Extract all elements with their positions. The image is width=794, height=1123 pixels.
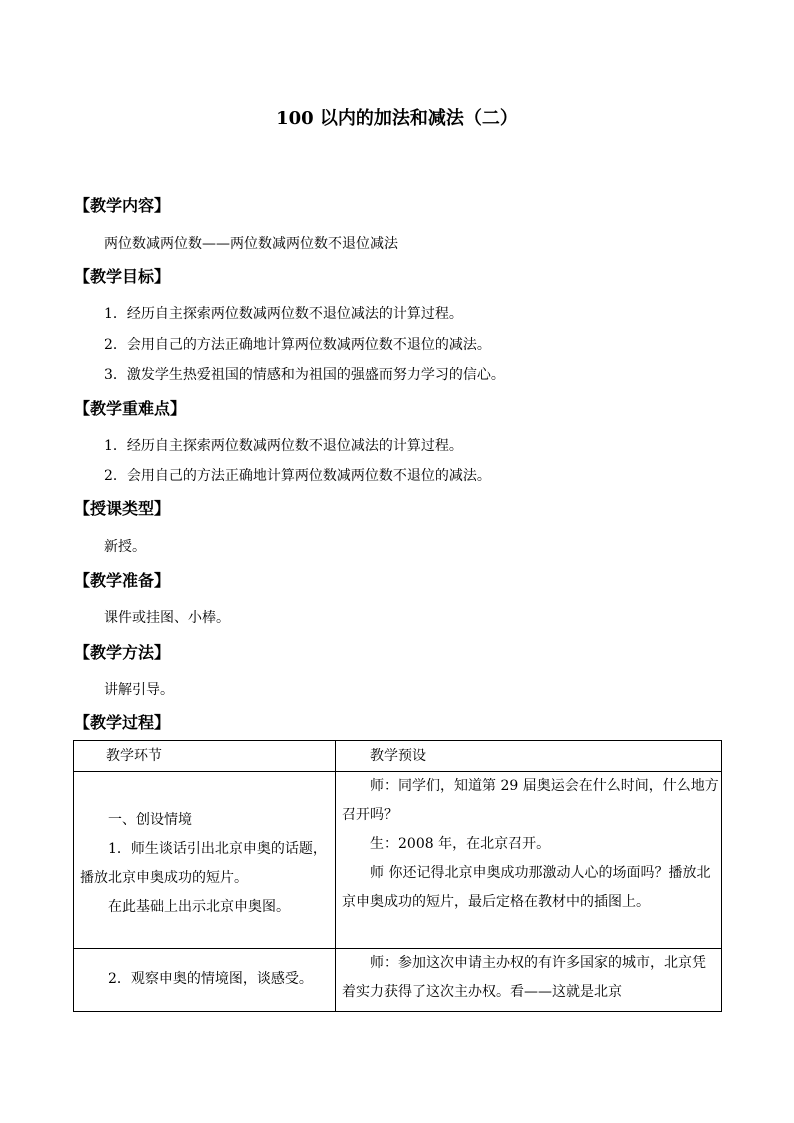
table-cell-text: 师：同学们，知道第 29 届奥运会在什么时间，什么地方召开吗？ xyxy=(342,778,719,823)
table-cell-section xyxy=(74,772,336,949)
goal-line-1: 1．经历自主探索两位数减两位数不退位减法的计算过程。 xyxy=(104,306,463,322)
table-header-cell: 教学预设 xyxy=(336,741,722,772)
table-cell-text: 一、创设情境 xyxy=(108,812,192,828)
lesson-type-line: 新授。 xyxy=(104,539,146,555)
table-cell-text: 2．观察申奥的情境图，谈感受。 xyxy=(108,971,313,987)
table-row xyxy=(74,949,722,1012)
heading-lesson-type: 【授课类型】 xyxy=(74,499,171,518)
table-cell-text: 1．师生谈话引出北京申奥的话题，播放北京申奥成功的短片。 xyxy=(80,841,327,886)
table-header-cell: 教学环节 xyxy=(74,741,336,772)
goal-line-3: 3．激发学生热爱祖国的情感和为祖国的强盛而努力学习的信心。 xyxy=(104,367,505,383)
heading-process: 【教学过程】 xyxy=(74,713,171,732)
table-cell-plan xyxy=(336,772,722,949)
heading-content: 【教学内容】 xyxy=(74,196,171,215)
heading-key-points: 【教学重难点】 xyxy=(74,399,187,418)
content-line-1: 两位数减两位数——两位数减两位数不退位减法 xyxy=(104,236,398,252)
heading-method: 【教学方法】 xyxy=(74,643,171,662)
table-header-row xyxy=(74,741,722,772)
table-cell-text: 师 你还记得北京申奥成功那激动人心的场面吗？播放北京申奥成功的短片，最后定格在教材中的插图上。 xyxy=(342,865,711,910)
table-row xyxy=(74,772,722,949)
preparation-line: 课件或挂图、小棒。 xyxy=(104,610,230,626)
table-cell-plan xyxy=(336,949,722,1012)
key-point-line-1: 1．经历自主探索两位数减两位数不退位减法的计算过程。 xyxy=(104,438,463,454)
table-cell-text: 师：参加这次申请主办权的有许多国家的城市，北京凭着实力获得了这次主办权。看——这就是北京 xyxy=(342,955,706,1000)
table-cell-text: 生：2008 年，在北京召开。 xyxy=(370,836,551,852)
goal-line-2: 2．会用自己的方法正确地计算两位数减两位数不退位的减法。 xyxy=(104,337,491,353)
heading-goals: 【教学目标】 xyxy=(74,267,171,286)
key-point-line-2: 2．会用自己的方法正确地计算两位数减两位数不退位的减法。 xyxy=(104,468,491,484)
document-title: 100 以内的加法和减法（二） xyxy=(276,108,518,129)
heading-preparation: 【教学准备】 xyxy=(74,571,171,590)
method-line: 讲解引导。 xyxy=(104,682,174,698)
lesson-process-table xyxy=(73,740,722,1012)
table-cell-text: 在此基础上出示北京申奥图。 xyxy=(108,899,290,915)
table-cell-section xyxy=(74,949,336,1012)
